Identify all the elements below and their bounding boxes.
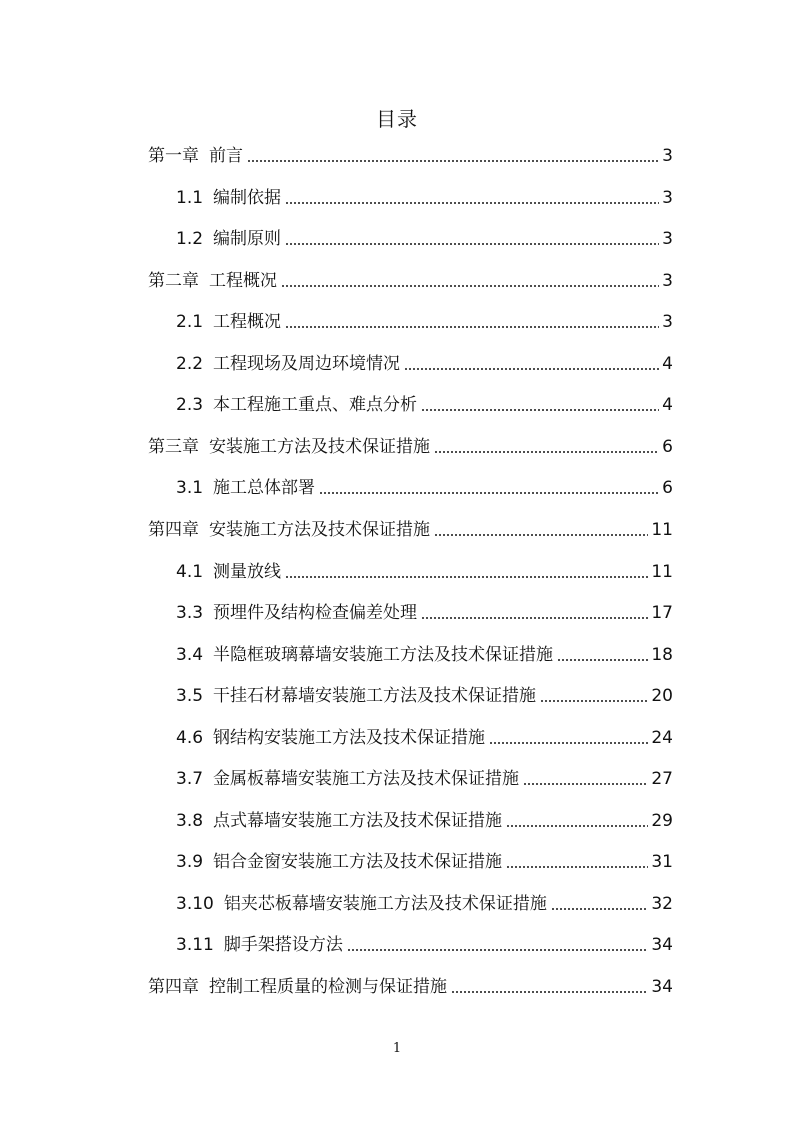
- toc-entry[interactable]: [176, 469, 673, 499]
- toc-entry-page: 3: [662, 187, 673, 208]
- toc-entry-title: 钢结构安装施工方法及技术保证措施: [213, 727, 486, 748]
- toc-entry-page: 29: [651, 810, 673, 831]
- toc-entry[interactable]: [176, 636, 673, 666]
- toc-leader-dots: [551, 908, 649, 910]
- toc-entry-number: 2.1: [176, 312, 204, 333]
- toc-entry-page: 20: [651, 686, 673, 707]
- toc-entry[interactable]: [176, 553, 673, 583]
- toc-leader-dots: [421, 617, 648, 619]
- toc-entry-number: 3.3: [176, 603, 204, 624]
- toc-entry-number: 第二章: [148, 270, 199, 291]
- toc-leader-dots: [434, 534, 648, 536]
- toc-entry-number: 1.1: [176, 187, 204, 208]
- toc-entry-title: 工程概况: [209, 270, 277, 291]
- toc-entry-title: 半隐框玻璃幕墙安装施工方法及技术保证措施: [213, 644, 554, 665]
- toc-entry-page: 34: [651, 977, 673, 997]
- toc-entry-number: 1.2: [176, 229, 204, 250]
- toc-leader-dots: [347, 949, 649, 951]
- toc-entry-number: 第四章: [148, 519, 199, 540]
- toc-title: 目录: [376, 107, 418, 131]
- toc-entry-title: 编制原则: [213, 229, 282, 250]
- toc-entry-page: 6: [662, 478, 673, 499]
- toc-leader-dots: [247, 160, 659, 162]
- toc-entry-number: 3.4: [176, 644, 204, 665]
- toc-leader-dots: [489, 742, 648, 744]
- toc-entry[interactable]: [176, 594, 673, 624]
- toc-entry-number: 第四章: [148, 977, 199, 997]
- toc-leader-dots: [285, 243, 659, 245]
- toc-leader-dots: [451, 991, 648, 993]
- page-number: 1: [392, 1041, 402, 1056]
- toc-entry-title: 预埋件及结构检查偏差处理: [213, 603, 418, 624]
- toc-entry[interactable]: [176, 843, 673, 873]
- toc-entry-number: 3.8: [176, 810, 204, 831]
- toc-entry[interactable]: [176, 179, 673, 209]
- toc-entry[interactable]: [176, 303, 673, 333]
- toc-entry-page: 32: [651, 893, 673, 914]
- toc-entry-title: 干挂石材幕墙安装施工方法及技术保证措施: [213, 686, 537, 707]
- toc-entry-number: 3.11: [176, 935, 214, 956]
- toc-entry-title: 铝合金窗安装施工方法及技术保证措施: [213, 852, 503, 873]
- toc-entry-page: 3: [662, 270, 673, 291]
- toc-entry[interactable]: [176, 220, 673, 250]
- toc-entry[interactable]: [176, 885, 673, 915]
- toc-entry-page: 11: [651, 561, 673, 582]
- toc-leader-dots: [285, 576, 648, 578]
- toc-entry-title: 前言: [209, 146, 243, 166]
- toc-entry-number: 第一章: [148, 146, 199, 166]
- toc-entry-page: 3: [662, 146, 673, 166]
- toc-entry[interactable]: [148, 428, 673, 458]
- toc-entry-title: 测量放线: [213, 561, 282, 582]
- toc-entry-page: 3: [662, 312, 673, 333]
- toc-entry-title: 安装施工方法及技术保证措施: [209, 519, 430, 540]
- toc-entry-number: 4.6: [176, 727, 204, 748]
- toc-entry-number: 3.1: [176, 478, 204, 499]
- toc-entry-page: 17: [651, 603, 673, 624]
- toc-leader-dots: [506, 866, 648, 868]
- toc-entry-title: 安装施工方法及技术保证措施: [209, 436, 430, 457]
- toc-entry-title: 金属板幕墙安装施工方法及技术保证措施: [213, 769, 520, 790]
- toc-leader-dots: [523, 783, 648, 785]
- toc-entry-number: 3.9: [176, 852, 204, 873]
- toc-entry-page: 11: [651, 519, 673, 540]
- toc-entry-title: 点式幕墙安装施工方法及技术保证措施: [213, 810, 503, 831]
- toc-entry-number: 2.3: [176, 395, 204, 416]
- toc-entry[interactable]: [176, 677, 673, 707]
- toc-leader-dots: [285, 326, 659, 328]
- toc-entry-number: 3.10: [176, 893, 214, 914]
- toc-entry-number: 2.2: [176, 353, 204, 374]
- toc-entry-page: 24: [651, 727, 673, 748]
- toc-entry-page: 27: [651, 769, 673, 790]
- toc-entry[interactable]: [148, 262, 673, 292]
- toc-entry[interactable]: [176, 926, 673, 956]
- toc-leader-dots: [434, 451, 659, 453]
- toc-entry-title: 工程现场及周边环境情况: [213, 353, 401, 374]
- toc-entry-title: 铝夹芯板幕墙安装施工方法及技术保证措施: [223, 893, 547, 914]
- toc-entry[interactable]: [176, 345, 673, 375]
- toc-entry[interactable]: [148, 511, 673, 541]
- toc-entry[interactable]: [148, 968, 673, 998]
- toc-entry[interactable]: [176, 719, 673, 749]
- toc-entry-title: 本工程施工重点、难点分析: [213, 395, 418, 416]
- toc-leader-dots: [540, 700, 648, 702]
- toc-leader-dots: [404, 368, 659, 370]
- toc-entry[interactable]: [176, 802, 673, 832]
- toc-entry-page: 31: [651, 852, 673, 873]
- toc-entry-number: 3.7: [176, 769, 204, 790]
- toc-entry-title: 控制工程质量的检测与保证措施: [209, 977, 447, 997]
- toc-entry-page: 18: [651, 644, 673, 665]
- toc-leader-dots: [319, 492, 659, 494]
- toc-entry-page: 4: [662, 395, 673, 416]
- toc-leader-dots: [557, 659, 648, 661]
- toc-entry[interactable]: [176, 386, 673, 416]
- toc-entry-title: 工程概况: [213, 312, 282, 333]
- toc-entry-page: 4: [662, 353, 673, 374]
- toc-leader-dots: [421, 409, 659, 411]
- toc-entry-number: 4.1: [176, 561, 204, 582]
- toc-entry[interactable]: [148, 137, 673, 167]
- toc-entry-page: 34: [651, 935, 673, 956]
- toc-entry-title: 脚手架搭设方法: [223, 935, 343, 956]
- toc-entry[interactable]: [176, 760, 673, 790]
- toc-entry-page: 6: [662, 436, 673, 457]
- toc-entry-title: 施工总体部署: [213, 478, 316, 499]
- toc-entry-number: 第三章: [148, 436, 199, 457]
- toc-leader-dots: [285, 202, 659, 204]
- toc-entry-page: 3: [662, 229, 673, 250]
- toc-leader-dots: [506, 825, 648, 827]
- toc-leader-dots: [281, 285, 659, 287]
- toc-entry-number: 3.5: [176, 686, 204, 707]
- toc-entry-title: 编制依据: [213, 187, 282, 208]
